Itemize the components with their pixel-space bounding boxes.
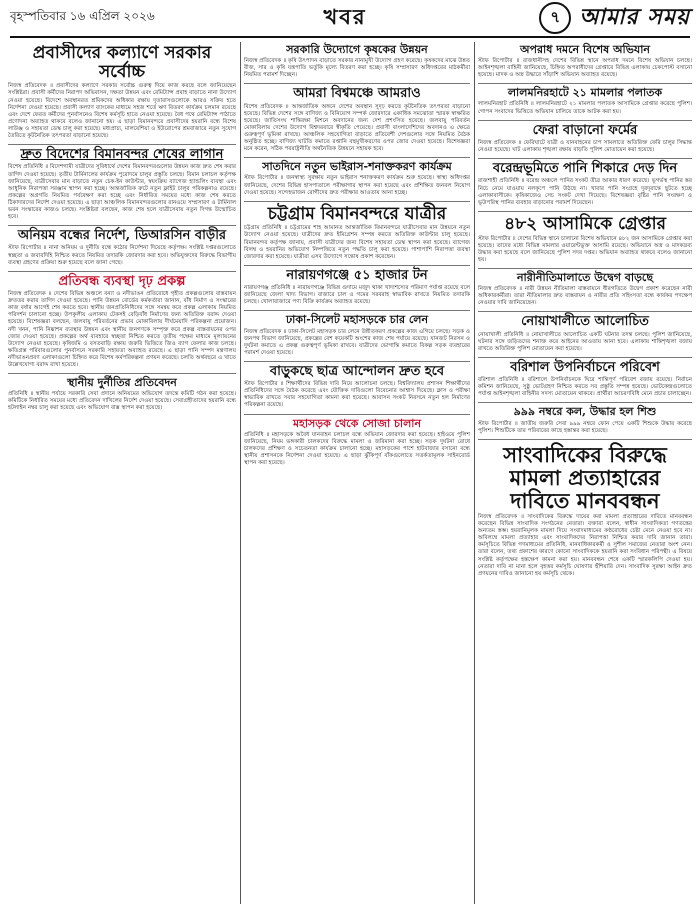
story-body: বিশেষ প্রতিনিধি ॥ বিদেশগামী যাত্রীদের সুবিধার্থে দেশের বিমানবন্দরগুলোর উন্নয়ন কাজ দ্রুত শেষ করার তাগিদ দেওয়া হয়েছে। তৃতীয় টার্মিনালের কার্যক্রম পুরোদমে চালুর প্রস্তুতি চলছে। বিমান চলাচল কর্তৃপক্ষ জানিয়েছে, যাত্রীসেবার মান বাড়াতে নতুন চেক-ইন কাউন্টার, স্বয়ংক্রিয় ব্যাগেজ হ্যান্ডলিং ব্যবস্থা এবং আধুনিক নিরাপত্তা সরঞ্জাম স্থাপন করা হচ্ছে। আন্তর্জাতিক রুটে নতুন ফ্লাইট চালুর পরিকল্পনাও রয়েছে। প্রকল্পের অগ্রগতি নিয়মিত পর্যবেক্ষণ করা হচ্ছে এবং নির্ধারিত সময়ের মধ্যে কাজ শেষ করতে ঠিকাদারদের নির্দেশ দেওয়া হয়েছে। এ ছাড়া আঞ্চলিক বিমানবন্দরগুলোর রানওয়ে সম্প্রসারণ ও টার্মিনাল ভবন সংস্কারের কাজও চলছে। সংশ্লিষ্টরা বলছেন, কাজ শেষ হলে যাত্রীসেবায় নতুন দিগন্ত উন্মোচিত হবে। xyxy=(8,164,236,221)
story-body: নোয়াখালী প্রতিনিধি ॥ নোয়াখালীতে আলোচিত একটি ঘটনার তদন্ত চলছে। পুলিশ জানিয়েছে, ঘটনার সঙ্গে জড়িতদের শনাক্ত করে আইনের আওতায় আনা হবে। এলাকায় শান্তিশৃঙ্খলা বজায় রাখতে অতিরিক্ত পুলিশ মোতায়েন করা হয়েছে। xyxy=(478,331,692,352)
story xyxy=(244,269,470,307)
story-headline: ৪৮২ আসামিকে গ্রেপ্তার xyxy=(504,213,666,234)
story-body: নারায়ণগঞ্জ প্রতিনিধি ॥ নারায়ণগঞ্জে বিভিন্ন গুদামে মজুদ থাকা খাদ্যশস্যের পরিমাণ পর্যাপ্ত রয়েছে বলে জানিয়েছে জেলা খাদ্য বিভাগ। বাজারে চাল ও গমের সরবরাহ স্বাভাবিক রাখতে নিয়মিত তদারকি চলছে। খোলাবাজারে পণ্য বিক্রি কার্যক্রম অব্যাহত রয়েছে। xyxy=(244,285,470,306)
story xyxy=(478,361,692,399)
newspaper-logo: আমার সময় xyxy=(579,3,690,30)
story-divider xyxy=(478,268,692,269)
story xyxy=(8,148,236,221)
story xyxy=(478,215,692,264)
story-body: নিজস্ব প্রতিবেদক ॥ সাংবাদিকের বিরুদ্ধে দায়ের করা মামলা প্রত্যাহারের দাবিতে মানববন্ধন করেছেন বিভিন্ন সাংবাদিক সংগঠনের নেতারা। বক্তারা বলেন, স্বাধীন সাংবাদিকতা গণতন্ত্রের অন্যতম স্তম্ভ। হয়রানিমূলক মামলা দিয়ে সংবাদমাধ্যমের কণ্ঠরোধের চেষ্টা মেনে নেওয়া হবে না। অবিলম্বে মামলা প্রত্যাহার এবং সাংবাদিকদের নিরাপত্তা নিশ্চিত করার দাবি জানান তারা। কর্মসূচিতে বিভিন্ন গণমাধ্যমের প্রতিনিধি, মানবাধিকারকর্মী ও সুশীল সমাজের নেতারা অংশ নেন। তারা বলেন, তথ্য প্রকাশের কারণে কোনো সাংবাদিককে হয়রানি করা সংবিধান পরিপন্থী। এ বিষয়ে সংশ্লিষ্ট কর্তৃপক্ষের হস্তক্ষেপ কামনা করা হয়। মানববন্ধন শেষে একটি স্মারকলিপি দেওয়া হয়। নেতারা দাবি না মানা হলে বৃহত্তর কর্মসূচি ঘোষণার হুঁশিয়ারি দেন। সাংবাদিক সুরক্ষা আইন দ্রুত প্রণয়নের দাবিও জানানো হয় কর্মসূচি থেকে। xyxy=(478,513,692,577)
story-body: বিশেষ প্রতিবেদক ॥ আন্তর্জাতিক অঙ্গনে দেশের অবস্থান সুদৃঢ় করতে কূটনৈতিক তৎপরতা বাড়ানো হয়েছে। বিভিন্ন দেশের সঙ্গে বাণিজ্য ও বিনিয়োগ সম্পর্ক জোরদারে একাধিক সমঝোতা স্মারক স্বাক্ষরিত হয়েছে। জাতিসংঘ শান্তিরক্ষা মিশনে অবদানের জন্য দেশ প্রশংসিত হয়েছে। জলবায়ু পরিবর্তন মোকাবিলায় দেশের উদ্যোগ বিশ্বদরবারে স্বীকৃতি পেয়েছে। প্রবাসী বাংলাদেশিদের অবদানও এ ক্ষেত্রে গুরুত্বপূর্ণ ভূমিকা রাখছে। আঞ্চলিক সহযোগিতা বাড়াতে প্রতিবেশী দেশগুলোর সঙ্গে নিয়মিত বৈঠক অনুষ্ঠিত হচ্ছে। বাণিজ্য ঘাটতি কমাতে রপ্তানি বহুমুখীকরণের ওপর জোর দেওয়া হয়েছে। বিশেষজ্ঞরা মনে করেন, সঠিক পররাষ্ট্রনীতি অর্থনৈতিক উন্নয়নে সহায়ক হবে। xyxy=(244,103,470,153)
story xyxy=(8,44,236,140)
story-body: নিজস্ব প্রতিবেদক ॥ কৃষি উৎপাদন বাড়াতে সরকার নানামুখী উদ্যোগ গ্রহণ করেছে। কৃষকদের মাঝে উন্নত বীজ, সার ও কৃষি যন্ত্রপাতি ভর্তুকি মূল্যে বিতরণ করা হচ্ছে। কৃষি সম্প্রসারণ অধিদপ্তরের মাঠকর্মীরা নিয়মিত পরামর্শ দিচ্ছেন। xyxy=(244,58,470,79)
story-headline: মহাসড়ক থেকে সোজা চালান xyxy=(292,416,422,430)
story xyxy=(478,406,692,434)
story-body: বরিশাল প্রতিনিধি ॥ বরিশালে উপনির্বাচনকে ঘিরে শান্তিপূর্ণ পরিবেশ বজায় রয়েছে। নির্বাচন কমিশন জানিয়েছে, সুষ্ঠু ভোটগ্রহণ নিশ্চিত করতে সব প্রস্তুতি সম্পন্ন হয়েছে। ভোটকেন্দ্রগুলোতে পর্যাপ্ত আইনশৃঙ্খলা বাহিনীর সদস্য মোতায়েন থাকবে। প্রার্থীরা আচরণবিধি মেনে প্রচার চালাচ্ছেন। xyxy=(478,377,692,398)
story-headline: সাংবাদিকের বিরুদ্ধে মামলা প্রত্যাহারের দাবিতে মানববন্ধন xyxy=(503,441,667,513)
story-divider xyxy=(8,271,236,272)
story-headline: ঢাকা-সিলেট মহাসড়কে চার লেন xyxy=(285,313,429,327)
story xyxy=(244,44,470,79)
story xyxy=(478,87,692,115)
story-body: নিজস্ব প্রতিবেদক ॥ নারী উন্নয়ন নীতিমালা বাস্তবায়নে ধীরগতিতে উদ্বেগ প্রকাশ করেছেন নারী অধিকারকর্মীরা। তারা নীতিমালার দ্রুত বাস্তবায়ন ও নারীর প্রতি সহিংসতা বন্ধে কার্যকর পদক্ষেপ নেওয়ার দাবি জানিয়েছেন। xyxy=(478,285,692,307)
story xyxy=(244,161,470,196)
story-headline: চট্টগ্রাম বিমানবন্দরে যাত্রীর xyxy=(267,203,447,224)
story-headline: বরিশাল উপনির্বাচনে পরিবেশ xyxy=(510,359,660,375)
story-divider xyxy=(478,158,692,159)
story-body: প্রতিনিধি ॥ মহাসড়কে অবৈধ যানবাহন চলাচল বন্ধে অভিযান জোরদার করা হয়েছে। হাইওয়ে পুলিশ জানিয়েছে, নিয়ম ভঙ্গকারী চালকদের বিরুদ্ধে মামলা ও জরিমানা করা হচ্ছে। সড়ক দুর্ঘটনা রোধে চালকদের প্রশিক্ষণ ও সচেতনতা কার্যক্রম চালানো হচ্ছে। মহাসড়কের পাশে হাটবাজার বসানো বন্ধে স্থানীয় প্রশাসনকে নির্দেশনা দেওয়া হয়েছে। এ ছাড়া ঝুঁকিপূর্ণ বাঁকগুলোতে সতর্কতামূলক সাইনবোর্ড স্থাপন করা হয়েছে। xyxy=(244,431,470,467)
story xyxy=(244,314,470,356)
story-divider xyxy=(8,144,236,145)
story-divider xyxy=(478,357,692,358)
story xyxy=(244,418,470,468)
column-divider xyxy=(240,42,241,904)
story-headline: ৯৯৯ নম্বরে কল, উদ্ধার হল শিশু xyxy=(513,405,657,419)
masthead-rule xyxy=(10,36,690,38)
story xyxy=(8,229,236,267)
column-middle xyxy=(244,42,470,904)
story-divider xyxy=(478,311,692,312)
story-divider xyxy=(478,120,692,121)
masthead-right xyxy=(430,0,690,37)
story-body: রাজশাহী প্রতিনিধি ॥ বরেন্দ্র অঞ্চলে পানির সংকট তীব্র আকার ধারণ করেছে। ভূগর্ভস্থ পানির স্তর নিচে নেমে যাওয়ায় নলকূপে পানি উঠছে না। খাবার পানি সংগ্রহে দূরদূরান্তে ছুটতে হচ্ছে এলাকাবাসীকে। কৃষিকাজেও সেচ সংকট দেখা দিয়েছে। বিশেষজ্ঞরা বৃষ্টির পানি সংরক্ষণ ও ভূউপরিস্থ পানির ব্যবহার বাড়ানোর পরামর্শ দিয়েছেন। xyxy=(478,178,692,206)
story-headline: প্রতিবন্ধ ব্যবস্থা দৃঢ় প্রকল্প xyxy=(58,273,186,289)
story xyxy=(244,365,470,410)
story-divider xyxy=(244,310,470,311)
story-headline: নারীনীতিমালাতে উদ্বেগ বাড়ছে xyxy=(516,270,654,284)
column-divider xyxy=(474,42,475,904)
column-left xyxy=(8,42,236,904)
story xyxy=(478,124,692,154)
story-headline: সরকারি উদ্যোগে কৃষকের উন্নয়ন xyxy=(286,43,428,56)
story-divider xyxy=(478,211,692,212)
page-number: ৭ xyxy=(539,2,571,34)
story-headline: অনিয়ম বন্ধের নির্দেশ, ডিআরসিন বাড়ীর xyxy=(17,228,227,244)
story-headline: ফেরা বাড়ানো ফর্মের xyxy=(532,122,638,138)
story xyxy=(244,87,470,153)
story-body: নিজস্ব প্রতিবেদক ॥ ঢাকা-সিলেট মহাসড়ক চার লেনে উন্নীতকরণ প্রকল্পের কাজ এগিয়ে চলছে। সড়ক ও জনপথ বিভাগ জানিয়েছে, প্রকল্পের বেশ কয়েকটি অংশের কাজ শেষ পর্যায়ে রয়েছে। যানজট নিরসন ও দুর্ঘটনা কমাতে এ প্রকল্প গুরুত্বপূর্ণ ভূমিকা রাখবে। যাত্রীদের ভোগান্তি কমাতে বিকল্প সড়ক ব্যবহারের পরামর্শ দেওয়া হয়েছে। xyxy=(244,328,470,356)
story-divider xyxy=(8,225,236,226)
story-headline: অপরাধ দমনে বিশেষ অভিযান xyxy=(520,43,650,56)
story-divider xyxy=(244,265,470,266)
story-body: স্টাফ রিপোর্টার ॥ রাজধানীসহ দেশের বিভিন্ন স্থানে অপরাধ দমনে বিশেষ অভিযান চলছে। আইনশৃঙ্খলা বাহিনী জানিয়েছে, চিহ্নিত অপরাধীদের গ্রেপ্তারে বিভিন্ন এলাকায় চেকপোস্ট বসানো হয়েছে। মাদক ও অস্ত্র উদ্ধারে সাঁড়াশি অভিযান অব্যাহত রয়েছে। xyxy=(478,58,692,79)
story-divider xyxy=(244,414,470,415)
story-body: নিজস্ব প্রতিবেদক ॥ ফেরিঘাটে যাত্রী ও যানবাহনের চাপ সামলাতে অতিরিক্ত ফেরি চালুর সিদ্ধান্ত নেওয়া হয়েছে। ঘাট এলাকায় শৃঙ্খলা রক্ষায় বাড়তি পুলিশ মোতায়েন করা হয়েছে। xyxy=(478,139,692,154)
story-headline: বাড়ুকছে ছাত্র আন্দোলন দ্রুত হবে xyxy=(269,363,445,379)
section-title: খবর xyxy=(323,3,367,29)
story xyxy=(8,377,236,412)
story-headline: স্থানীয় দুর্নীতির প্রতিবেদন xyxy=(67,376,177,390)
story-body: স্টাফ রিপোর্টার ॥ নানা অনিয়ম ও দুর্নীতি বন্ধে কঠোর নির্দেশনা দিয়েছে কর্তৃপক্ষ। সংশ্লিষ্ট দপ্তরগুলোতে স্বচ্ছতা ও জবাবদিহি নিশ্চিত করতে নিয়মিত তদারকি জোরদার করা হবে। অভিযুক্তদের বিরুদ্ধে বিভাগীয় ব্যবস্থা গ্রহণের প্রক্রিয়া শুরু হয়েছে বলে জানা গেছে। xyxy=(8,245,236,266)
story-body: স্টাফ রিপোর্টার ॥ জনস্বাস্থ্য সুরক্ষায় নতুন ভাইরাস শনাক্তকরণ কার্যক্রম শুরু হয়েছে। স্বাস্থ্য অধিদপ্তর জানিয়েছে, দেশের বিভিন্ন হাসপাতালে পরীক্ষাগার স্থাপন করা হয়েছে এবং প্রশিক্ষিত জনবল নিয়োগ দেওয়া হয়েছে। সন্দেহভাজন রোগীদের দ্রুত পরীক্ষার আওতায় আনা হচ্ছে। xyxy=(244,175,470,196)
story-divider xyxy=(8,373,236,374)
story-body: স্টাফ রিপোর্টার ॥ শিক্ষার্থীদের বিভিন্ন দাবি নিয়ে আলোচনা চলছে। বিশ্ববিদ্যালয় প্রশাসন শিক্ষার্থীদের প্রতিনিধিদের সঙ্গে বৈঠক করেছে এবং যৌক্তিক দাবিগুলো বিবেচনার আশ্বাস দিয়েছে। ক্লাস ও পরীক্ষা স্বাভাবিক রাখতে সবার সহযোগিতা কামনা করা হয়েছে। আবাসন সংকট নিরসনে নতুন হল নির্মাণের পরিকল্পনা রয়েছে। xyxy=(244,381,470,409)
story-divider xyxy=(478,83,692,84)
story-headline: নারায়ণগঞ্জে ৫১ হাজার টন xyxy=(286,267,428,283)
story-divider xyxy=(244,83,470,84)
story-divider xyxy=(244,157,470,158)
story-body: লালমনিরহাট প্রতিনিধি ॥ লালমনিরহাটে ২১ মামলার পলাতক আসামিকে গ্রেপ্তার করেছে পুলিশ। গোপন সংবাদের ভিত্তিতে অভিযান চালিয়ে তাকে আটক করা হয়। xyxy=(478,101,692,115)
story-divider xyxy=(244,201,470,202)
story-body: প্রতিনিধি ॥ স্থানীয় পর্যায়ে সরকারি সেবা প্রদানে অনিয়মের অভিযোগ তদন্তে কমিটি গঠন করা হয়েছে। কমিটিকে নির্ধারিত সময়ের মধ্যে প্রতিবেদন দাখিলের নির্দেশ দেওয়া হয়েছে। সেবাগ্রহীতাদের হয়রানি বন্ধে হটলাইন নম্বর চালু করা হয়েছে এবং অভিযোগ বাক্স স্থাপন করা হয়েছে। xyxy=(8,391,236,412)
story-headline: বরেন্দ্রভূমিতে পানি শিকারে দেড় দিন xyxy=(492,161,678,177)
issue-date: বৃহস্পতিবার ১৬ এপ্রিল ২০২৬ xyxy=(10,9,155,23)
story-divider xyxy=(478,439,692,440)
story xyxy=(8,275,236,369)
story xyxy=(478,443,692,578)
column-right xyxy=(478,42,692,904)
story-body: চট্টগ্রাম প্রতিনিধি ॥ চট্টগ্রামের শাহ আমানত আন্তর্জাতিক বিমানবন্দরে যাত্রীসেবার মান উন্নয়নে নতুন উদ্যোগ নেওয়া হয়েছে। যাত্রীদের দ্রুত ইমিগ্রেশন সম্পন্ন করতে অতিরিক্ত কাউন্টার চালু হয়েছে। বিমানবন্দর কর্তৃপক্ষ জানায়, প্রবাসী যাত্রীদের জন্য বিশেষ সহায়তা ডেস্ক স্থাপন করা হয়েছে। ব্যাগেজ বিলম্ব ও হয়রানির অভিযোগ নিষ্পত্তিতে নতুন পদ্ধতি চালু করা হয়েছে। পাশাপাশি নিরাপত্তা ব্যবস্থা জোরদার করা হয়েছে। যাত্রীরা এসব উদ্যোগে সন্তোষ প্রকাশ করেছেন। xyxy=(244,225,470,260)
story-headline: প্রবাসীদের কল্যাণে সরকার সর্বোচ্চ xyxy=(32,43,212,82)
story xyxy=(478,272,692,307)
story-body: নিজস্ব প্রতিবেদক ॥ দেশের বিভিন্ন অঞ্চলে বন্যা ও নদীভাঙন প্রতিরোধে গৃহীত প্রকল্পগুলোর বাস্তবায়ন দ্রুততর করার তাগিদ দেওয়া হয়েছে। পানি উন্নয়ন বোর্ডের কর্মকর্তারা জানান, বাঁধ নির্মাণ ও সংস্কারের কাজ বর্ষার আগেই শেষ করতে হবে। স্থানীয় জনপ্রতিনিধিদের সঙ্গে সমন্বয় করে প্রকল্প এলাকায় নিয়মিত পরিদর্শন চালানো হচ্ছে। উপকূলীয় এলাকায় টেকসই বেড়িবাঁধ নির্মাণের জন্য অতিরিক্ত বরাদ্দ দেওয়া হয়েছে। বিশেষজ্ঞরা বলছেন, জলবায়ু পরিবর্তনের প্রভাব মোকাবিলায় দীর্ঘমেয়াদি পরিকল্পনা প্রয়োজন। নদী খনন, পানি নিষ্কাশন ব্যবস্থার উন্নয়ন এবং স্থানীয় জনগণকে সম্পৃক্ত করে প্রকল্প বাস্তবায়নের ওপর জোর দেওয়া হয়েছে। প্রকল্পের অর্থ ব্যবহারে স্বচ্ছতা নিশ্চিত করতে তৃতীয় পক্ষের মাধ্যমে মূল্যায়নের উদ্যোগ নেওয়া হয়েছে। কৃষিজমি ও বসতবাড়ি রক্ষায় জরুরি ভিত্তিতে জিও ব্যাগ ফেলার কাজ চলছে। ক্ষতিগ্রস্ত পরিবারগুলোর পুনর্বাসনে সরকারি সহায়তা অব্যাহত রয়েছে। এ ছাড়া পানি সম্পদ মন্ত্রণালয় নদীভাঙনপ্রবণ এলাকাগুলো চিহ্নিত করে বিশেষ কর্মপরিকল্পনা প্রণয়ন করেছে। চলতি অর্থবছরে এ খাতে উল্লেখযোগ্য বরাদ্দ রাখা হয়েছে। xyxy=(8,291,236,368)
story-divider xyxy=(478,402,692,403)
story-headline: সাতদিনে নতুন ভাইরাস-শনাক্তকরণ কার্যক্রম xyxy=(262,160,452,174)
story xyxy=(478,44,692,79)
story xyxy=(478,315,692,353)
story xyxy=(478,162,692,207)
story-body: স্টাফ রিপোর্টার ॥ জাতীয় জরুরি সেবা ৯৯৯ নম্বরে ফোন পেয়ে একটি শিশুকে উদ্ধার করেছে পুলিশ। শিশুটিকে তার পরিবারের কাছে হস্তান্তর করা হয়েছে। xyxy=(478,420,692,434)
masthead xyxy=(0,0,700,36)
story-body: স্টাফ রিপোর্টার ॥ দেশের বিভিন্ন স্থানে চালানো বিশেষ অভিযানে ৪৮২ জন আসামিকে গ্রেপ্তার করা হয়েছে। তাদের মধ্যে বিভিন্ন মামলার ওয়ারেন্টভুক্ত আসামি রয়েছে। অভিযানে অস্ত্র ও মাদকদ্রব্য উদ্ধার করা হয়েছে বলে জানিয়েছে পুলিশ সদর দপ্তর। অভিযান অব্যাহত থাকবে বলেও জানানো হয়। xyxy=(478,235,692,263)
story-body: নিজস্ব প্রতিবেদক ॥ প্রবাসীদের কল্যাণে সরকার সর্বোচ্চ গুরুত্ব দিয়ে কাজ করছে বলে জানিয়েছেন সংশ্লিষ্টরা। প্রবাসী কর্মীদের নিরাপদ অভিবাসন, দক্ষতা উন্নয়ন এবং রেমিট্যান্স প্রবাহ বাড়াতে নানা উদ্যোগ নেওয়া হয়েছে। বিদেশে অবস্থানরত শ্রমিকদের অধিকার রক্ষায় দূতাবাসগুলোকে আরও সক্রিয় হতে নির্দেশনা দেওয়া হয়েছে। প্রবাসী কল্যাণ ব্যাংকের মাধ্যমে সহজ শর্তে ঋণ বিতরণ কার্যক্রম চলমান রয়েছে এবং দেশে ফেরত কর্মীদের পুনর্বাসনেও বিশেষ কর্মসূচি হাতে নেওয়া হয়েছে। বৈধ পথে রেমিট্যান্স পাঠাতে প্রণোদনা অব্যাহত থাকবে বলেও জানানো হয়। এ ছাড়া বিমানবন্দরে প্রবাসীদের হয়রানি বন্ধে বিশেষ লাউঞ্জ ও সহায়তা ডেস্ক চালু করা হয়েছে। মধ্যপ্রাচ্য, মালয়েশিয়া ও ইউরোপের শ্রমবাজারে নতুন সুযোগ তৈরিতে কূটনৈতিক তৎপরতা বাড়ানো হয়েছে। xyxy=(8,83,236,140)
story-headline: লালমনিরহাটে ২১ মামলার পলাতক xyxy=(507,86,663,100)
story-headline: দ্রুত বিদেশের বিমানবন্দর শেষের লাগান xyxy=(20,147,224,163)
story xyxy=(244,205,470,261)
story-divider xyxy=(244,361,470,362)
story-headline: নোয়াখালীতে আলোচিত xyxy=(521,314,649,330)
story-headline: আমরা বিশ্বমঞ্চে আমরাও xyxy=(293,86,421,102)
